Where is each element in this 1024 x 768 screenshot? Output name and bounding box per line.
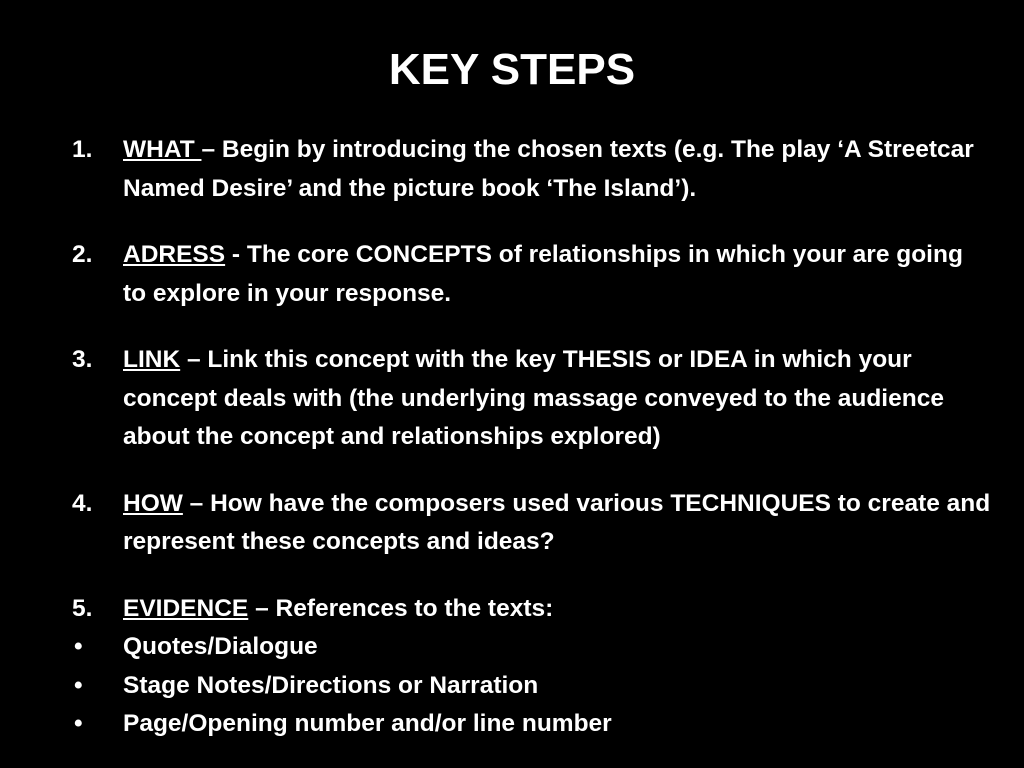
bullet-item <box>72 667 992 706</box>
step-text: – References to the texts: <box>248 594 554 622</box>
step-item-4 <box>72 485 992 562</box>
step-number: 3. <box>72 346 93 373</box>
step-number: 1. <box>72 136 93 163</box>
step-item-2 <box>72 236 992 313</box>
step-text: – Begin by introducing the chosen texts (e.g. The play ‘A Streetcar Named Desire’ and the picture book ‘The Island’). <box>123 136 974 202</box>
bullet-text: Quotes/Dialogue <box>123 633 318 660</box>
bullet-icon: • <box>74 671 83 699</box>
step-text: – How have the composers used various TECHNIQUES to create and represent these concepts and ideas? <box>123 489 991 555</box>
step-number: 2. <box>72 241 93 268</box>
step-keyword: LINK <box>123 346 181 373</box>
bullet-text: Page/Opening number and/or line number <box>123 710 612 737</box>
bullet-item <box>72 628 992 667</box>
step-keyword: HOW <box>123 489 183 517</box>
step-text: – Link this concept with the key THESIS or IDEA in which your concept deals with (the underlying massage conveyed to the audience about the concept and relationships explored) <box>123 346 944 450</box>
steps-list <box>72 131 992 744</box>
step-item-1 <box>72 131 992 208</box>
step-item-5 <box>72 590 992 629</box>
slide-title: KEY STEPS <box>388 45 636 94</box>
step-number: 4. <box>72 489 93 517</box>
bullet-item <box>72 705 992 744</box>
step-text: - The core CONCEPTS of relationships in which your are going to explore in your response. <box>123 241 963 307</box>
bullet-text: Stage Notes/Directions or Narration <box>123 671 539 699</box>
step-item-3 <box>72 341 992 457</box>
step-keyword: WHAT <box>123 136 202 163</box>
evidence-bullets <box>72 628 992 744</box>
step-keyword: EVIDENCE <box>123 594 249 622</box>
step-number: 5. <box>72 594 93 622</box>
bullet-icon: • <box>74 633 83 660</box>
bullet-icon: • <box>74 710 83 737</box>
step-keyword: ADRESS <box>123 241 226 268</box>
